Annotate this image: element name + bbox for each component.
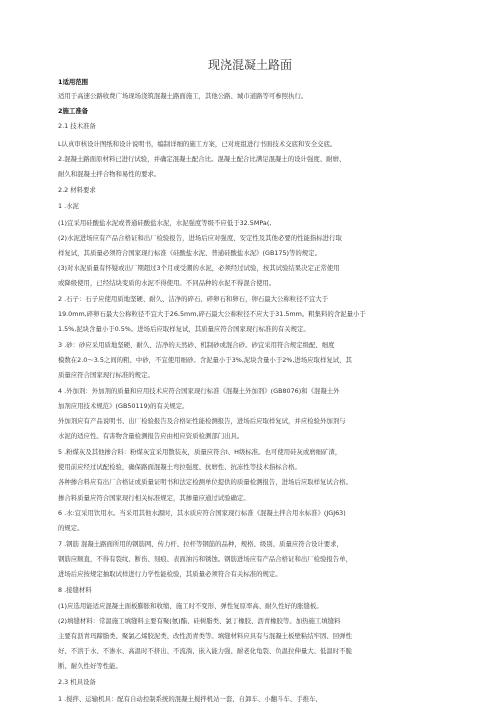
paragraph-line: 主要有沥青玛蹄脂类、聚氯乙烯胶泥类、改性沥青类等。填缝材料应具有与混凝土板壁粘结牢固、回弹性 xyxy=(58,632,352,640)
paragraph-line: (1)应选用能适应混凝土面板膨胀和收缩、施工时不变形、弹性复原率高、耐久性好的胀缝板。 xyxy=(58,602,323,610)
paragraph-line: 水泥的适应性。有害物含量检测报告应由相应资质检测部门出具。 xyxy=(58,432,244,440)
paragraph-line: (2)水泥进场应有产品合格证和出厂检验报告，进场后应对强度、安定性及其他必要的性能指标进行取 xyxy=(58,234,342,242)
paragraph-line: 外加剂应有产品说明书、出厂检验报告及合格证性能检测报告，进场后应取样复试，并应检验外加剂与 xyxy=(58,417,346,425)
paragraph-line: 4 .外加剂：外加剂的质量和应用技术应符合国家现行标准《混凝土外加剂》(GB8076)和《混凝土外 xyxy=(58,387,340,395)
paragraph-line: (2)填缝材料：常温施工填缝料主要有聚(氨)酯、硅树脂类、氯丁橡胶、沥青橡胶等。加热施工填缝料 xyxy=(58,617,341,625)
paragraph-line: 进场后应按规定抽取试样进行力学性能检验，其质量必须符合有关标准的规定。 xyxy=(58,570,282,578)
subsection-heading: 2.3 机具设备 xyxy=(58,678,96,686)
paragraph-line: 断、耐久性好等性能。 xyxy=(58,662,122,670)
paragraph-line: 7 .钢筋 混凝土路面所用的钢筋网、传力杆、拉杆等钢筋的品种，规格、级别、质量应符合设计要求， xyxy=(58,540,343,548)
paragraph-line: 1.5%,泥块含量小于0.5%。进场后应取样复试，其质量应符合国家现行标准的有关规定。 xyxy=(58,325,310,333)
section-heading: 1适用范围 xyxy=(58,78,89,86)
paragraph-line: 3 .砂：砂应采用质地坚硬、耐久、洁净的天然砂、机制砂或混合砂。砂宜采用符合规定级配、细度 xyxy=(58,341,335,349)
paragraph-line: 加剂应用技术规范》(GB50119)的有关规定。 xyxy=(58,402,189,410)
subsection-heading: 2.2 材料要求 xyxy=(58,186,96,194)
paragraph-line: 19.0mm,碎卵石最大公称粒径不宜大于26.5mm,碎石最大公称粒径不应大于31.5mm。粗集料的含泥量小于 xyxy=(58,310,366,318)
paragraph-line: 样复试，其质量必须符合国家现行标准《硅酸盐水泥、普通硅酸盐水泥》(GB175)等的规定。 xyxy=(58,249,321,257)
paragraph-line: 模数在2.0〜3.5之间的粗、中砂，不宜使用细砂。含泥量小于3%,泥块含量小于2%,进场应取样复试，其 xyxy=(58,356,352,364)
paragraph-line: 6 .水:宜采用饮用水。当采用其他水源时，其水质应符合国家现行标准《混凝土拌合用水标准》(JGJ63) xyxy=(58,509,346,517)
paragraph-line: 2 .石子：石子应使用质地坚硬、耐久、洁净的碎石、碎卵石和卵石，卵石最大公称粒径不宜大于 xyxy=(58,295,329,303)
paragraph-line: 1 .搅拌、运输机具：配有自动控制系统的混凝土搅拌机站一套、自卸车、小翻斗车、手推车、 xyxy=(58,695,322,703)
paragraph-line: 的规定。 xyxy=(58,524,84,532)
paragraph-line: (3)对水泥质量有怀疑或出厂期超过3个月或受潮的水泥，必须经过试验，按其试验结果决定正常使用 xyxy=(58,264,340,272)
paragraph-line: 适用于高速公路收费广场现场浇筑混凝土路面施工，其他公路、城市道路等可参照执行。 xyxy=(58,92,308,100)
paragraph-line: 耐久和混凝土拌合物和易性的要求。 xyxy=(58,170,161,178)
paragraph-line: 5 .粉煤灰及其他掺合料：粉煤灰宜采用散装灰，质量应符合I、H级标准。也可使用硅灰或磨细矿渣， xyxy=(58,448,342,456)
item-heading: 8 .接缝材料 xyxy=(58,586,92,594)
paragraph-line: 好、不溶于水、不渗水、高温时不挤出、不流淌、嵌入能力强、耐老化龟裂、负温拉伸量大、低温时不脆 xyxy=(58,647,352,655)
section-heading: 2施工准备 xyxy=(58,107,89,115)
item-heading: 1 .水泥 xyxy=(58,202,79,210)
paragraph-line: L认真审核设计图纸和设计说明书，编制详细的施工方案，已对班组进行书面技术交底和安全交底。 xyxy=(58,140,337,148)
subsection-heading: 2.1 技术准备 xyxy=(58,122,96,130)
paragraph-line: 质量应符合国家现行标准的规定。 xyxy=(58,371,154,379)
paragraph-line: (1)宜采用硅酸盐水泥或普通硅酸盐水泥，水泥强度等级不应低于32.5MPa(, xyxy=(58,219,272,227)
paragraph-line: 钢筋应顺直，不得有裂纹、断伤、刻痕、表面油污和锈蚀。钢筋进场应有产品合格证和出厂检验报告单， xyxy=(58,555,352,563)
paragraph-line: 各种掺合料应有出厂合格证或质量证明书和法定检测单位提供的质量检测报告，进场后应取样复试合格。 xyxy=(58,478,352,486)
paragraph-line: 掺合料质量应符合国家现行相关标准规定，其掺量应通过试验确定。 xyxy=(58,494,250,502)
paragraph-line: 或降级使用，已经结块变质的水泥不得使用。不同品种的水泥不得混合使用。 xyxy=(58,279,276,287)
paragraph-line: 使用前应经过试配检验，确保路面混凝土弯拉强度、抗磨性、抗冻性等技术指标合格。 xyxy=(58,463,301,471)
document-title: 现浇混凝土路面 xyxy=(207,58,292,72)
paragraph-line: 2.混凝土路面原材料已进行试验，并确定混凝土配合比。混凝土配合比满足混凝土的设计强度、耐磨、 xyxy=(58,155,346,163)
